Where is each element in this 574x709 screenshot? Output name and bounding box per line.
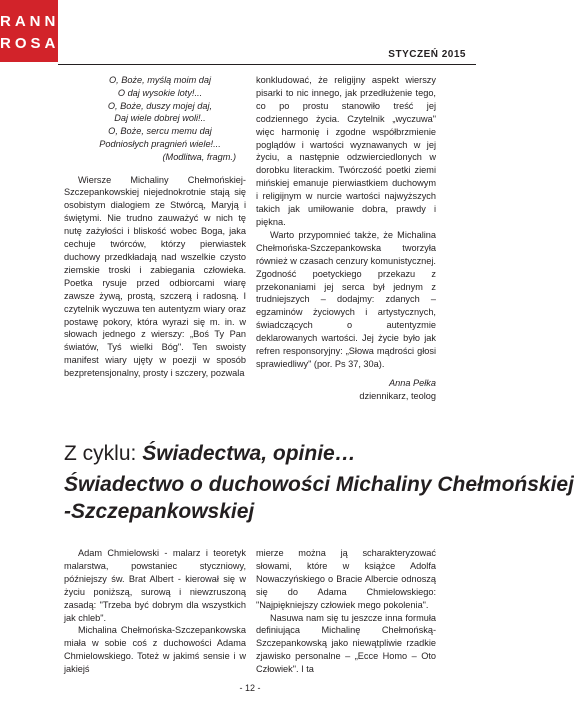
page-number: - 12 - bbox=[239, 683, 261, 693]
article2-right-column bbox=[256, 547, 436, 676]
poem-line: O, Boże, duszy mojej daj, bbox=[107, 100, 213, 111]
poem-line: O daj wysokie loty!... bbox=[117, 87, 203, 98]
section-heading bbox=[64, 440, 474, 467]
author-role: dziennikarz, teolog bbox=[359, 390, 436, 401]
article-title-line-1: Świadectwo o duchowości Michaliny Chełmońskiej bbox=[64, 473, 574, 496]
article1-paragraph: konkludować, że religijny aspekt wierszy pisarki to nic innego, jak przedłużenie tego, co po prostu stanowiło treść jej codziennego życia. Czytelnik „wyczuwa" więc harmonię i zgodne współbrzmienie poglądów i wartości wyznawanych w jej życiu, a następnie odzwierciedlonych w dorobku literackim. Twórczość poetki ziemi mińskiej emanuje pierwiastkiem duchowym i religijnym w nurcie wartości najwyższych takich jak umiłowanie dobra, prawdy i piękna. bbox=[256, 75, 436, 227]
article2-paragraph: Michalina Chełmońska-Szczepankowska miała w sobie coś z duchowości Adama Chmielowskiego. Toteż w jakimś sensie i w jakiejś bbox=[64, 625, 246, 675]
article1-paragraph: Warto przypomnieć także, że Michalina Chełmońska-Szczepankowska tworzyła również w czasach cenzury komunistycznej. Zgodność poetyckiego przekazu z przekonaniami jej serca był jednym z trudniejszych – dodajmy: zdanych – egzaminów życiowych i artystycznych, świadczących o autentyzmie deklarowanych wartości. Jej życie było jak refren responsoryjny: „Słowa mądrości głosi sprawiedliwy" (por. Ps 37, 30a). bbox=[256, 229, 436, 369]
article2-left-column bbox=[64, 547, 246, 676]
article-title-line-2: -Szczepankowskiej bbox=[64, 500, 255, 523]
poem-line: Podniosłych pragnień wiele!... bbox=[99, 138, 221, 149]
magazine-logo bbox=[0, 0, 75, 62]
logo-line-1: RANNA bbox=[0, 13, 75, 30]
poem-source: (Modlitwa, fragm.) bbox=[162, 151, 236, 162]
section-cycle: Świadectwa, opinie… bbox=[142, 442, 356, 465]
issue-date: STYCZEŃ 2015 bbox=[388, 49, 466, 60]
author-name: Anna Pełka bbox=[389, 377, 436, 388]
header-rule bbox=[58, 64, 476, 65]
article1-right-column bbox=[256, 74, 436, 403]
article1-paragraph: Wiersze Michaliny Chełmońskiej-Szczepankowskiej niejednokrotnie stają się osobistym dialogiem ze Stwórcą, Maryją i świętymi. Nie trudno zauważyć w nich tę nutę zażyłości i bliskość wobec Boga, jaka cechuje twórców, którzy pierwiastek duchowy przedkładają nad wszelkie czysto ziemskie troski i zabiegania człowieka. Poetka rysuje przed odbiorcami wiarę zawsze żywą, prostą, szczerą i radosną. I czytelnik wyczuwa ten autentyzm wiary oraz postawę pokory, która wyrazi się m. in. w słowach jednego z wierszy: „Boś Ty Pan światów, Tyś wielki Bóg". Ten swoisty manifest wiary ujęty w poezji w sposób bezpretensjonalny, prosty i szczery, pozwala bbox=[64, 174, 246, 379]
poem-line: O, Boże, sercu memu daj bbox=[108, 126, 212, 137]
poem-line: O, Boże, myślą moim daj bbox=[108, 75, 212, 85]
author-signature bbox=[256, 377, 436, 403]
article2-paragraph: Nasuwa nam się tu jeszcze inna formuła definiująca Michalinę Chełmońską-Szczepankowską jako niewątpliwie rzadkie zjawisko personalne – „Ecce Homo – Oto Człowiek". I ta bbox=[256, 612, 436, 675]
article2-paragraph: mierze można ją scharakteryzować słowami, które w książce Adolfa Nowaczyńskiego o Bracie Albercie odnoszą się do Adama Chmielowskiego: "Najpiękniejszy człowiek mego pokolenia". bbox=[256, 548, 436, 610]
poem-quote bbox=[64, 74, 246, 164]
article1-left-column bbox=[64, 74, 246, 380]
article2-paragraph: Adam Chmielowski - malarz i teoretyk malarstwa, powstaniec styczniowy, późniejszy św. Brat Albert - kierował się w życiu poniższą, surową i niewzruszoną zasadą: "Trzeba być dobrym dla wszystkich jak chleb". bbox=[64, 548, 246, 623]
poem-line: Daj wiele dobrej woli!.. bbox=[114, 113, 206, 124]
logo-line-2: ROSA bbox=[0, 35, 60, 52]
section-prefix: Z cyklu: bbox=[64, 442, 143, 465]
